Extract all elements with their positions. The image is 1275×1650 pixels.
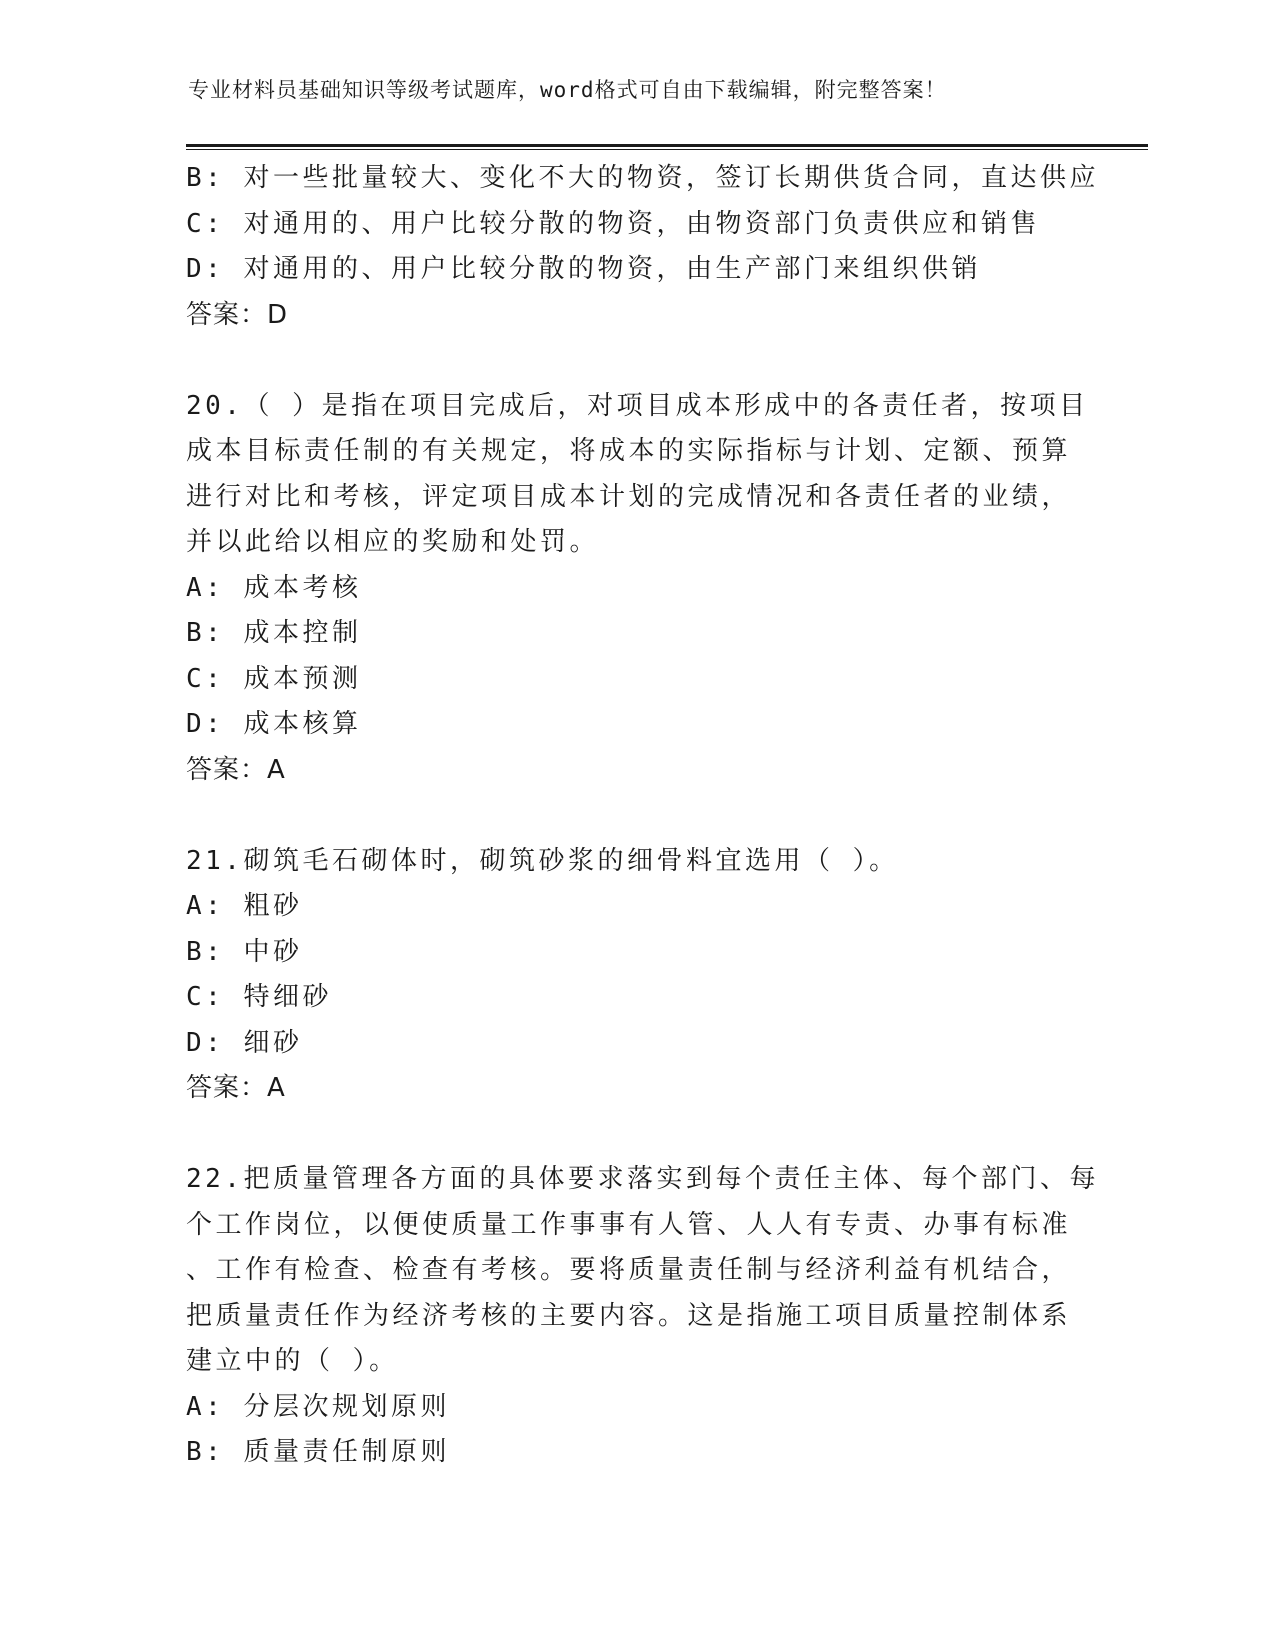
q19-option-b: B: 对一些批量较大、变化不大的物资，签订长期供货合同，直达供应 — [186, 163, 1099, 193]
q20-stem-line: 20.（ ）是指在项目完成后，对项目成本形成中的各责任者，按项目 — [186, 390, 1089, 421]
q19-option-d: D: 对通用的、用户比较分散的物资，由生产部门来组织供销 — [186, 254, 981, 284]
q20-option-d: D: 成本核算 — [186, 709, 362, 739]
document-body — [186, 156, 1099, 1476]
q21-option-d: D: 细砂 — [186, 1027, 303, 1058]
q21-option-b: B: 中砂 — [186, 936, 303, 967]
q21-stem-line: 21.砌筑毛石砌体时，砌筑砂浆的细骨料宜选用（ ）。 — [186, 845, 899, 876]
q21-option-c: C: 特细砂 — [186, 982, 332, 1012]
spacer — [186, 1112, 1086, 1158]
q22-option-a: A: 分层次规划原则 — [186, 1391, 450, 1422]
q20-answer: 答案：A — [186, 754, 286, 785]
q20-option-a: A: 成本考核 — [186, 572, 362, 603]
q21-option-a: A: 粗砂 — [186, 891, 303, 921]
q22-stem-line: 把质量责任作为经济考核的主要内容。这是指施工项目质量控制体系 — [186, 1300, 1072, 1331]
q19-answer: 答案：D — [186, 299, 289, 330]
spacer — [186, 338, 1086, 384]
page-header: 专业材料员基础知识等级考试题库，word格式可自由下载编辑，附完整答案！ — [188, 78, 947, 102]
header-rule-thin — [186, 149, 1148, 150]
q20-stem-line: 成本目标责任制的有关规定，将成本的实际指标与计划、定额、预算 — [186, 436, 1072, 466]
q20-option-c: C: 成本预测 — [186, 663, 362, 694]
spacer — [186, 793, 1086, 839]
q20-stem-line: 进行对比和考核，评定项目成本计划的完成情况和各责任者的业绩， — [186, 481, 1072, 512]
q22-stem-line: 个工作岗位，以便使质量工作事事有人管、人人有专责、办事有标准 — [186, 1209, 1072, 1240]
question-19-continued — [186, 156, 1099, 338]
header-rule-thick — [186, 144, 1148, 147]
question-22 — [186, 1157, 1099, 1476]
q22-stem-line: 建立中的（ ）。 — [186, 1346, 399, 1376]
q22-option-b: B: 质量责任制原则 — [186, 1437, 450, 1467]
q20-option-b: B: 成本控制 — [186, 618, 362, 648]
question-20 — [186, 384, 1089, 794]
q22-stem-line: 22.把质量管理各方面的具体要求落实到每个责任主体、每个部门、每 — [186, 1164, 1099, 1194]
q20-stem-line: 并以此给以相应的奖励和处罚。 — [186, 527, 600, 557]
q19-option-c: C: 对通用的、用户比较分散的物资，由物资部门负责供应和销售 — [186, 208, 1040, 239]
question-21 — [186, 839, 1086, 1112]
q21-answer: 答案：A — [186, 1073, 286, 1103]
q22-stem-line: 、工作有检查、检查有考核。要将质量责任制与经济利益有机结合， — [186, 1255, 1072, 1285]
